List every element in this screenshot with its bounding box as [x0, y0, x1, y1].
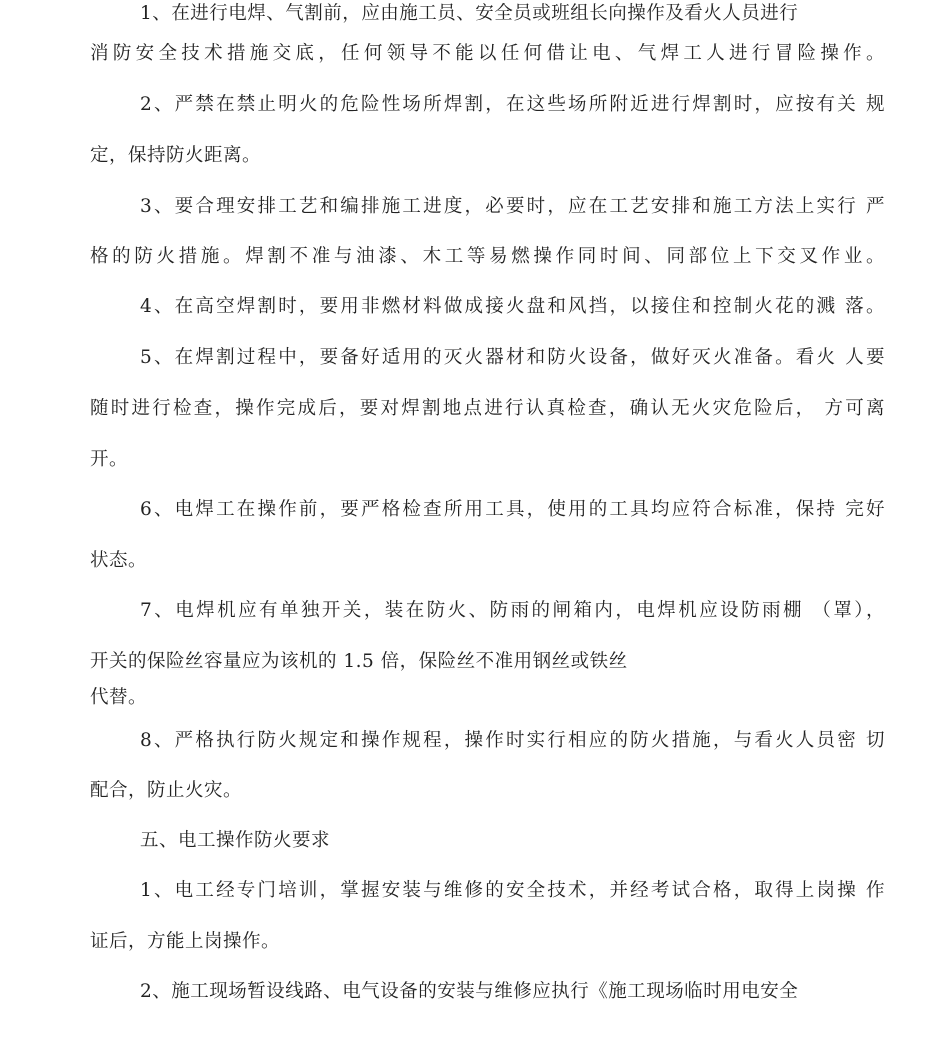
section-heading: 五、电工操作防火要求: [140, 830, 331, 851]
paragraph-1-line-1: 1、在进行电焊、气割前，应由施工员、安全员或班组长向操作及看火人员进行: [140, 3, 799, 24]
paragraph-3-line-2: 格的防火措施。焊割不准与油漆、木工等易燃操作同时间、同部位上下交叉作业。: [90, 246, 885, 267]
section-5-paragraph-1-line-2: 证后，方能上岗操作。: [90, 931, 281, 952]
paragraph-2-line-1: 2、严禁在禁止明火的危险性场所焊割，在这些场所附近进行焊割时，应按有关 规: [140, 94, 885, 115]
paragraph-3-line-1: 3、要合理安排工艺和编排施工进度，必要时，应在工艺安排和施工方法上实行 严: [140, 196, 885, 217]
paragraph-8-line-2: 配合，防止火灾。: [90, 780, 243, 801]
paragraph-7-line-3: 代替。: [90, 687, 148, 708]
paragraph-1-line-2: 消防安全技术措施交底，任何领导不能以任何借让电、气焊工人进行冒险操作。: [90, 43, 885, 64]
paragraph-8-line-1: 8、严格执行防火规定和操作规程，操作时实行相应的防火措施，与看火人员密 切: [140, 730, 885, 751]
paragraph-4-line-1: 4、在高空焊割时，要用非燃材料做成接火盘和风挡，以接住和控制火花的溅 落。: [140, 296, 885, 317]
paragraph-7-line-2: 开关的保险丝容量应为该机的 1.5 倍，保险丝不准用钢丝或铁丝: [90, 651, 628, 672]
paragraph-5-line-1: 5、在焊割过程中，要备好适用的灭火器材和防火设备，做好灭火准备。看火 人要: [140, 347, 885, 368]
paragraph-6-line-2: 状态。: [90, 550, 148, 571]
paragraph-2-line-2: 定，保持防火距离。: [90, 145, 262, 166]
section-5-paragraph-2-line-1: 2、施工现场暂设线路、电气设备的安装与维修应执行《施工现场临时用电安全: [140, 981, 799, 1002]
section-5-paragraph-1-line-1: 1、电工经专门培训，掌握安装与维修的安全技术，并经考试合格，取得上岗操 作: [140, 880, 885, 901]
paragraph-6-line-1: 6、电焊工在操作前，要严格检查所用工具，使用的工具均应符合标准，保持 完好: [140, 499, 885, 520]
paragraph-5-line-3: 开。: [90, 449, 129, 470]
paragraph-5-line-2: 随时进行检查，操作完成后，要对焊割地点进行认真检查，确认无火灾危险后， 方可离: [90, 398, 885, 419]
paragraph-7-line-1: 7、电焊机应有单独开关，装在防火、防雨的闸箱内，电焊机应设防雨棚 （罩），: [140, 600, 885, 621]
